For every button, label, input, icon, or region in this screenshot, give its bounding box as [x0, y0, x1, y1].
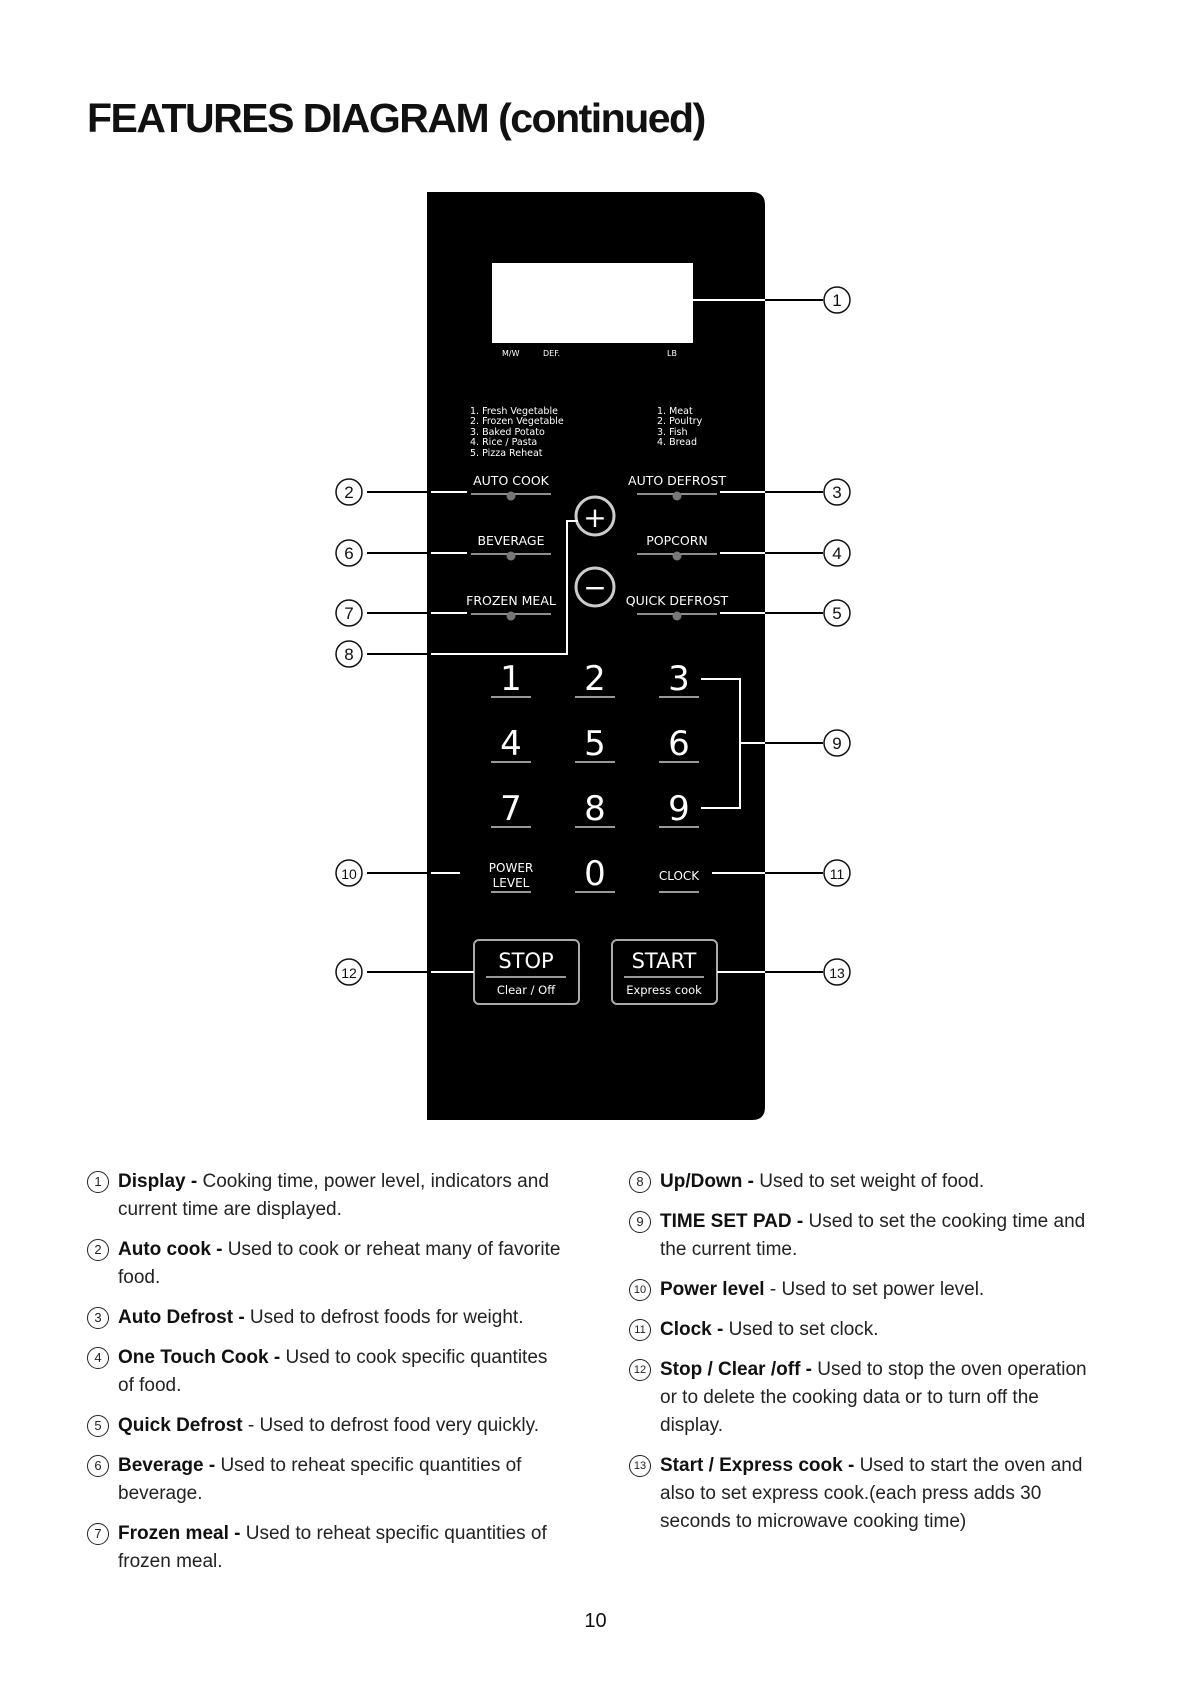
description-item	[629, 1276, 1099, 1304]
callout-4	[824, 540, 850, 566]
callout-number: 8	[629, 1171, 651, 1193]
callout-number: 2	[87, 1239, 109, 1261]
callout-12	[336, 959, 362, 985]
description-text: Used to set weight of food.	[753, 1171, 985, 1192]
menu-line: 4. Rice / Pasta	[470, 437, 538, 448]
description-text: Used to set clock.	[723, 1319, 879, 1340]
callout-number: 11	[629, 1319, 651, 1341]
menu-line: 2. Poultry	[657, 416, 703, 427]
digit-5[interactable]: 5	[584, 724, 606, 764]
callout-11	[824, 860, 850, 886]
callout-number: 13	[629, 1455, 651, 1477]
digit-9[interactable]: 9	[668, 789, 690, 829]
description-term: Quick Defrost	[118, 1415, 248, 1436]
start-label: START	[631, 949, 697, 973]
callout-1	[824, 287, 850, 313]
description-text: Used to reheat specific quantities of beverage.	[118, 1455, 522, 1504]
auto-defrost-label: AUTO DEFROST	[628, 473, 726, 488]
description-text: Used to set the cooking time and the current time.	[660, 1211, 1086, 1260]
menu-line: 3. Fish	[657, 427, 688, 438]
frozen-meal-label: FROZEN MEAL	[466, 593, 556, 608]
description-text: Used to cook specific quantites of food.	[118, 1347, 548, 1396]
callout-7	[336, 600, 362, 626]
auto-cook-label: AUTO COOK	[473, 473, 549, 488]
description-text: - Used to defrost food very quickly.	[247, 1415, 539, 1436]
description-term: TIME SET PAD -	[660, 1211, 804, 1232]
menu-line: 2. Frozen Vegetable	[470, 416, 564, 427]
page-number: 10	[584, 1610, 607, 1632]
callout-6	[336, 540, 362, 566]
descriptions-right	[629, 1168, 1099, 1548]
callout-number: 5	[87, 1415, 109, 1437]
svg-text:1: 1	[832, 291, 842, 310]
callout-number: 7	[87, 1523, 109, 1545]
callout-13	[824, 959, 850, 985]
minus-icon: −	[583, 571, 607, 604]
svg-text:6: 6	[344, 544, 354, 563]
description-term: Clock -	[660, 1319, 724, 1340]
description-item	[87, 1520, 567, 1576]
page-title: FEATURES DIAGRAM (continued)	[87, 95, 705, 141]
svg-text:2: 2	[344, 483, 354, 502]
svg-text:3: 3	[832, 483, 842, 502]
menu-line: 4. Bread	[657, 437, 697, 448]
description-item	[87, 1236, 567, 1292]
digit-1[interactable]: 1	[500, 659, 522, 699]
indicator-def: DEF.	[543, 349, 561, 358]
description-item	[87, 1304, 567, 1332]
svg-text:5: 5	[832, 604, 842, 623]
callout-number: 10	[629, 1279, 651, 1301]
start-sublabel: Express cook	[626, 983, 702, 997]
digit-4[interactable]: 4	[500, 724, 522, 764]
description-text: Used to defrost foods for weight.	[244, 1307, 524, 1328]
clock-label[interactable]: CLOCK	[658, 869, 700, 883]
description-term: Start / Express cook -	[660, 1455, 855, 1476]
stop-label: STOP	[498, 949, 554, 973]
svg-text:11: 11	[829, 866, 845, 882]
menu-line: 1. Meat	[657, 406, 693, 417]
description-item	[87, 1168, 567, 1224]
description-term: Power level	[660, 1279, 765, 1300]
description-term: Frozen meal -	[118, 1523, 241, 1544]
menu-line: 3. Baked Potato	[470, 427, 545, 438]
description-item	[629, 1316, 1099, 1344]
description-text: Cooking time, power level, indicators and current time are displayed.	[118, 1171, 549, 1220]
popcorn-label: POPCORN	[646, 533, 708, 548]
callout-9	[824, 730, 850, 756]
menu-line: 1. Fresh Vegetable	[470, 406, 558, 417]
svg-text:4: 4	[832, 544, 842, 563]
svg-text:13: 13	[829, 965, 845, 981]
menu-line: 5. Pizza Reheat	[470, 448, 543, 459]
description-item	[629, 1452, 1099, 1536]
description-term: One Touch Cook -	[118, 1347, 281, 1368]
digit-8[interactable]: 8	[584, 789, 606, 829]
description-term: Up/Down -	[660, 1171, 754, 1192]
description-text: Used to cook or reheat many of favorite food.	[118, 1239, 561, 1288]
svg-text:9: 9	[832, 734, 842, 753]
callout-number: 6	[87, 1455, 109, 1477]
plus-icon: +	[583, 501, 607, 534]
callout-10	[336, 860, 362, 886]
description-text: Used to start the oven and also to set express cook.(each press adds 30 seconds to microwave cooking time)	[660, 1455, 1083, 1532]
stop-sublabel: Clear / Off	[496, 983, 556, 997]
callout-number: 9	[629, 1211, 651, 1233]
digit-0[interactable]: 0	[584, 854, 606, 894]
callout-2	[336, 479, 362, 505]
callout-number: 3	[87, 1307, 109, 1329]
digit-6[interactable]: 6	[668, 724, 690, 764]
description-term: Display -	[118, 1171, 198, 1192]
callout-number: 1	[87, 1171, 109, 1193]
svg-text:8: 8	[344, 645, 354, 664]
description-item	[629, 1208, 1099, 1264]
digit-3[interactable]: 3	[668, 659, 690, 699]
svg-text:10: 10	[341, 866, 357, 882]
svg-text:12: 12	[341, 965, 357, 981]
description-item	[629, 1168, 1099, 1196]
indicator-mw: M/W	[502, 349, 520, 358]
quick-defrost-label: QUICK DEFROST	[625, 593, 729, 608]
power-level-label[interactable]: LEVEL	[492, 876, 530, 890]
description-term: Auto Defrost -	[118, 1307, 245, 1328]
callout-3	[824, 479, 850, 505]
digit-7[interactable]: 7	[500, 789, 522, 829]
description-term: Beverage -	[118, 1455, 216, 1476]
beverage-label: BEVERAGE	[477, 533, 545, 548]
description-text: Used to reheat specific quantities of frozen meal.	[118, 1523, 547, 1572]
digit-2[interactable]: 2	[584, 659, 606, 699]
callout-8	[336, 641, 362, 667]
description-text: Used to stop the oven operation or to delete the cooking data or to turn off the display.	[660, 1359, 1087, 1436]
descriptions-left	[87, 1168, 567, 1588]
description-term: Auto cook -	[118, 1239, 223, 1260]
display-window	[492, 263, 693, 343]
callout-number: 4	[87, 1347, 109, 1369]
description-item	[87, 1452, 567, 1508]
description-term: Stop / Clear /off -	[660, 1359, 812, 1380]
power-level-label[interactable]: POWER	[488, 861, 534, 875]
description-item	[87, 1344, 567, 1400]
callout-number: 12	[629, 1359, 651, 1381]
description-item	[87, 1412, 567, 1440]
callout-5	[824, 600, 850, 626]
indicator-lb: LB	[667, 349, 677, 358]
svg-text:7: 7	[344, 604, 354, 623]
description-text: - Used to set power level.	[764, 1279, 985, 1300]
description-item	[629, 1356, 1099, 1440]
